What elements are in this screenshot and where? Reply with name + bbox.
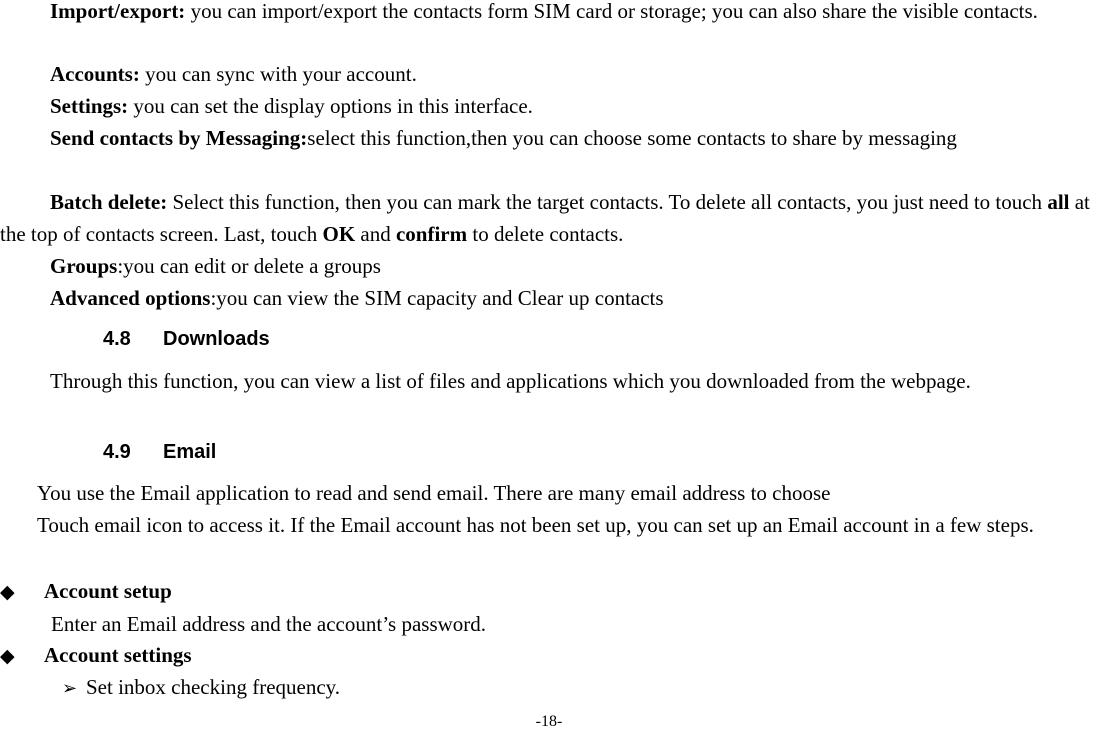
term-accounts: Accounts: (50, 62, 140, 86)
desc-groups: :you can edit or delete a groups (117, 254, 381, 278)
settings-paragraph (0, 90, 1098, 122)
send-contacts-paragraph (0, 122, 1098, 154)
sub-item-inbox-frequency (62, 672, 340, 703)
desc-send-contacts: select this function,then you can choose some contacts to share by messaging (307, 126, 957, 150)
section-number: 4.9 (103, 441, 131, 463)
email-paragraph-2: Touch email icon to access it. If the Email account has not been set up, you can set up an Email account in a few steps. (37, 513, 1034, 537)
keyword-ok: OK (322, 222, 356, 246)
term-batch-delete: Batch delete: (50, 190, 168, 214)
term-send-contacts: Send contacts by Messaging: (50, 126, 308, 150)
term-groups: Groups (50, 254, 118, 278)
desc-advanced-options: :you can view the SIM capacity and Clear up contacts (210, 286, 664, 310)
groups-paragraph (0, 250, 1098, 282)
batch-delete-paragraph (0, 186, 1098, 250)
desc-settings: you can set the display options in this interface. (128, 94, 533, 118)
desc-batch-delete-4: to delete contacts. (467, 222, 624, 246)
downloads-paragraph: Through this function, you can view a list of files and applications which you downloaded from the webpage. (50, 369, 971, 393)
sub-item-text: Set inbox checking frequency. (86, 675, 341, 699)
section-number: 4.8 (103, 328, 131, 350)
import-export-paragraph (0, 0, 1098, 27)
bullet-account-setup (0, 576, 172, 608)
term-settings: Settings: (50, 94, 129, 118)
desc-batch-delete-3: and (355, 222, 396, 246)
bullet-title: Account settings (44, 643, 192, 667)
desc-import-export: you can import/export the contacts form SIM card or storage; you can also share the visible contacts. (185, 0, 1038, 23)
advanced-options-paragraph (0, 282, 1098, 314)
keyword-all: all (1047, 190, 1070, 214)
accounts-paragraph (0, 58, 1098, 90)
keyword-confirm: confirm (395, 222, 468, 246)
section-title: Email (163, 441, 217, 463)
bullet-account-settings (0, 640, 192, 672)
diamond-bullet-icon: ◆ (0, 582, 15, 603)
term-import-export: Import/export: (50, 0, 186, 23)
desc-accounts: you can sync with your account. (139, 62, 417, 86)
desc-batch-delete-2: at the top of contacts screen. Last, touch (0, 190, 1090, 246)
account-setup-body: Enter an Email address and the account’s password. (51, 612, 487, 636)
diamond-bullet-icon: ◆ (0, 646, 15, 667)
email-paragraph-1: You use the Email application to read and send email. There are many email address to choose (37, 481, 831, 505)
section-heading-email (103, 439, 216, 465)
section-title: Downloads (163, 328, 270, 350)
arrow-bullet-icon: ➢ (62, 678, 78, 698)
desc-batch-delete-1: Select this function, then you can mark the target contacts. To delete all contacts, you just need to touch (167, 190, 1048, 214)
page-number: -18- (535, 713, 563, 730)
section-heading-downloads (103, 326, 270, 352)
bullet-title: Account setup (44, 579, 172, 603)
term-advanced-options: Advanced options (50, 286, 211, 310)
